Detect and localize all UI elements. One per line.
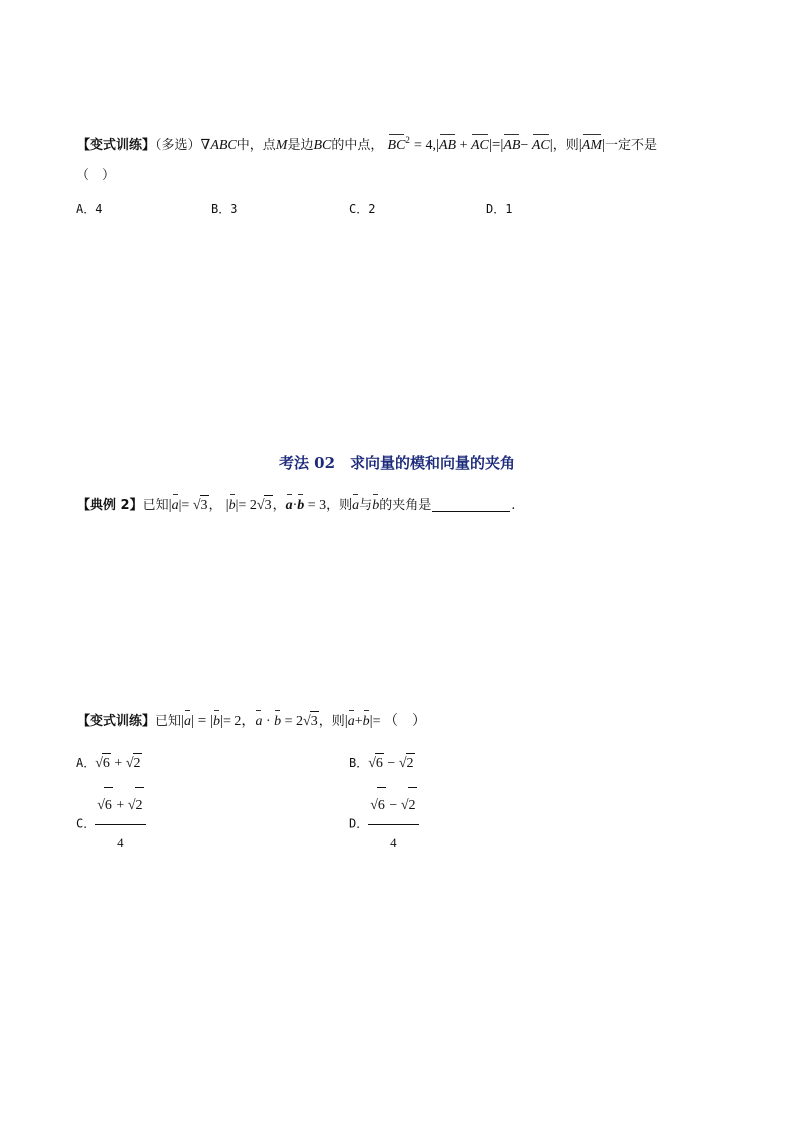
plus-sign: + — [110, 756, 126, 771]
abs-bar: | — [168, 497, 172, 513]
option-label: D． — [349, 816, 369, 831]
vector-ac: AC — [532, 136, 550, 156]
text: ，则 — [326, 498, 353, 513]
plus-sign: + — [456, 138, 471, 153]
abs-bar: | = | — [191, 713, 214, 729]
text: 的夹角是 — [379, 498, 432, 513]
text: ，则 — [552, 138, 579, 153]
vector-b: b — [229, 496, 236, 516]
abs-bar: | — [220, 713, 224, 729]
vector-b: b — [274, 712, 281, 732]
exponent: 2 — [405, 135, 410, 145]
vector-bc: BC — [388, 136, 406, 156]
abs-bar: | — [225, 497, 229, 513]
minus-sign: − — [383, 756, 399, 771]
option-c — [76, 787, 146, 861]
sqrt-3: √3 — [257, 495, 273, 516]
dot-sign: · — [262, 714, 275, 729]
option-d — [349, 787, 419, 861]
option-label: B． — [349, 756, 369, 770]
vector-a: a — [184, 712, 191, 732]
fraction — [95, 787, 145, 861]
abs-bar: |=| — [488, 137, 504, 153]
option-d: D．1 — [486, 202, 513, 216]
text: . — [511, 498, 516, 513]
text: 与 — [359, 498, 373, 513]
sqrt-6: √6 — [95, 753, 111, 774]
vector-am: AM — [582, 136, 602, 156]
option-label: C． — [76, 816, 96, 831]
plus-sign: + — [354, 714, 363, 729]
text: 一定不是 — [605, 138, 658, 153]
equals-2: = 2， — [223, 714, 256, 729]
section-title: 考法 02 求向量的模和向量的夹角 — [278, 454, 516, 472]
sqrt-2: √2 — [126, 753, 142, 774]
option-b — [349, 753, 415, 774]
vector-b: b — [363, 712, 370, 732]
option-label: A． — [76, 756, 96, 770]
vector-b: b — [372, 496, 379, 516]
equals-sign: |= 2 — [235, 498, 257, 513]
vector-a: a — [172, 496, 179, 516]
equals-3: = 3 — [304, 498, 327, 513]
vector-a: a — [286, 496, 293, 516]
option-b: B．3 — [211, 202, 238, 216]
text: 已知 — [142, 498, 169, 513]
text: 已知 — [155, 714, 182, 729]
option-a — [76, 753, 142, 774]
vector-b: b — [213, 712, 220, 732]
text: 的中点， — [331, 138, 384, 153]
sqrt-2: √2 — [399, 753, 415, 774]
question-kind: （多选） — [155, 138, 201, 153]
dot-sign: · — [292, 498, 298, 513]
abs-bar: | — [344, 713, 348, 729]
answer-paren: （ ） — [76, 168, 116, 183]
text: 是边 — [287, 138, 314, 153]
fraction — [368, 787, 418, 861]
abs-bar: | — [602, 137, 606, 153]
denominator: 4 — [117, 835, 124, 850]
equals-sign: = 2 — [281, 714, 304, 729]
condition-value: = 4, — [414, 138, 436, 153]
vector-ab: AB — [503, 136, 520, 156]
abs-bar: | — [435, 137, 439, 153]
triangle-symbol: ∇ — [200, 138, 211, 153]
abs-bar: | — [369, 713, 373, 729]
answer-blank[interactable] — [432, 497, 510, 512]
text: ， — [272, 498, 286, 513]
numerator: √6 + √2 — [95, 787, 145, 825]
vector-b: b — [297, 496, 304, 516]
question-3 — [77, 711, 426, 732]
sqrt-3: √3 — [193, 495, 209, 516]
sqrt-6: √6 — [368, 753, 384, 774]
numerator: √6 − √2 — [368, 787, 418, 825]
vector-ab: AB — [439, 136, 456, 156]
abs-bar: | — [181, 713, 185, 729]
question-tag: 【变式训练】 — [77, 714, 156, 729]
abs-bar: | — [578, 137, 582, 153]
example-2 — [77, 495, 515, 516]
vector-a: a — [348, 712, 355, 732]
equals-paren: = （ ） — [372, 714, 427, 729]
sqrt-3: √3 — [303, 711, 319, 732]
example-tag: 【典例 2】 — [77, 498, 143, 513]
denominator: 4 — [390, 835, 397, 850]
text: 中，点 — [236, 138, 276, 153]
equals-sign: |= — [178, 498, 193, 513]
option-a: A．4 — [76, 202, 103, 216]
abs-bar: | — [549, 137, 553, 153]
text: ，则 — [318, 714, 345, 729]
vector-ac: AC — [471, 136, 489, 156]
text: ， — [208, 498, 222, 513]
question-tag: 【变式训练】 — [77, 138, 156, 153]
option-c: C．2 — [349, 202, 376, 216]
side-name: BC — [313, 138, 332, 153]
point-name: M — [275, 138, 288, 153]
minus-sign: − — [520, 138, 532, 153]
vector-a: a — [352, 496, 359, 516]
triangle-name: ABC — [210, 138, 237, 153]
question-1-line1 — [77, 130, 657, 156]
vector-a: a — [255, 712, 262, 732]
